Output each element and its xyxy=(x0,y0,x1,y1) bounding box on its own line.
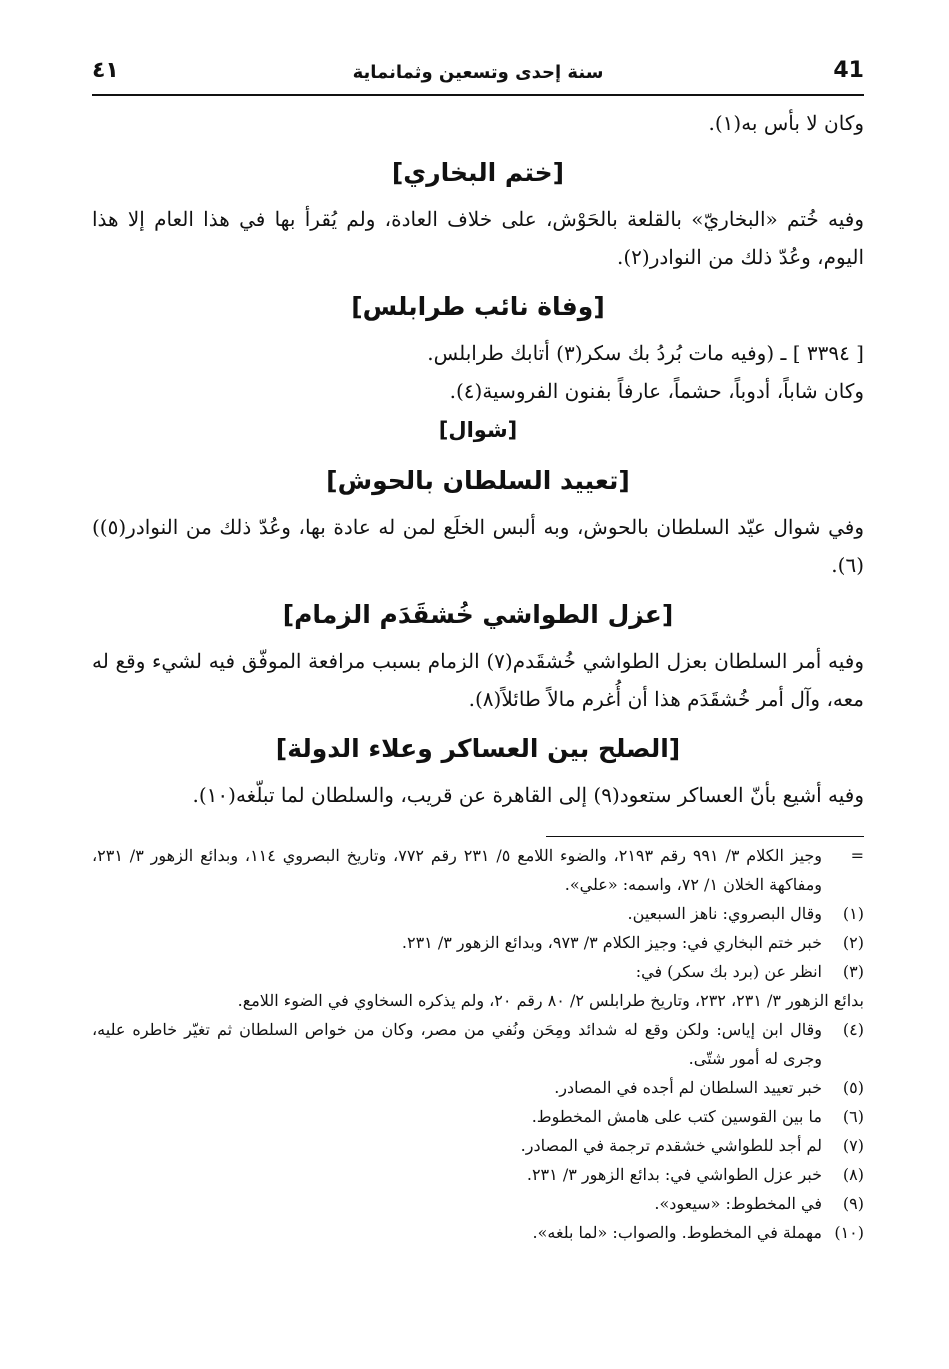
footnote-mark: (٨) xyxy=(842,1165,864,1184)
paragraph: وفيه أمر السلطان بعزل الطواشي خُشقَدم(٧) الزمام بسبب مرافعة الموفّق فيه لشيء وقع له معه، وآل أمر خُشقَدَم هذا أن أُغرم مالاً طائلاً(٨). xyxy=(92,649,864,711)
paragraph: وفي شوال عيّد السلطان بالحوش، وبه ألبس الخلَع لمن له عادة بها، وعُدّ ذلك من النوادر(٥))(٦). xyxy=(92,515,864,577)
footnote xyxy=(92,899,864,928)
footnote-text: ما بين القوسين كتب على هامش المخطوط. xyxy=(531,1107,822,1126)
footnote xyxy=(92,928,864,957)
footnote-text: انظر عن (برد بك سكر) في: xyxy=(635,962,822,981)
footnote-mark: (٢) xyxy=(842,933,864,952)
footnote-text: في المخطوط: «سيعود». xyxy=(654,1194,822,1213)
paragraph: وفيه خُتم «البخاريّ» بالقلعة بالحَوْش، على خلاف العادة، ولم يُقرأ بها في هذا العام إلا هذا اليوم، وعُدّ ذلك من النوادر(٢). xyxy=(92,207,864,269)
footnote xyxy=(92,1073,864,1102)
paragraph: وكان لا بأس به(١). xyxy=(708,111,864,135)
page-number-latin: 41 xyxy=(833,58,864,83)
footnote-text: مهملة في المخطوط. والصواب: «لما بلغه». xyxy=(532,1223,822,1242)
footnote-mark: (٧) xyxy=(842,1136,864,1155)
footnote xyxy=(92,957,864,986)
footnote-mark: (١٠) xyxy=(834,1223,864,1242)
paragraph: وفيه أشيع بأنّ العساكر ستعود(٩) إلى القاهرة عن قريب، والسلطان لما تبلّغه(١٠). xyxy=(192,783,864,807)
month-heading: [شوال] xyxy=(438,418,518,442)
footnote-mark: (٥) xyxy=(842,1078,864,1097)
footnote xyxy=(92,841,864,899)
footnote-mark: (٣) xyxy=(842,962,864,981)
footnote-text: خبر تعييد السلطان لم أجده في المصادر. xyxy=(554,1078,822,1097)
footnote-text: بدائع الزهور ٣/ ٢٣١، ٢٣٢، وتاريخ طرابلس ٢/ ٨٠ رقم ٢٠، ولم يذكره السخاوي في الضوء اللامع. xyxy=(237,991,864,1010)
running-title: سنة إحدى وتسعين وثمانماية xyxy=(352,62,604,83)
page-number-arabic: ٤١ xyxy=(92,58,119,83)
footnote-text: وجيز الكلام ٣/ ٩٩١ رقم ٢١٩٣، والضوء اللامع ٥/ ٢٣١ رقم ٧٧٢، وتاريخ البصروي ١١٤، وبدائع الزهور ٣/ ٢٣١، ومفاكهة الخلان ١/ ٧٢، واسمه: «علي». xyxy=(92,846,823,894)
section-heading: [تعييد السلطان بالحوش] xyxy=(326,466,630,495)
section-heading: [وفاة نائب طرابلس] xyxy=(351,292,605,321)
footnote-text: وقال البصروي: ناهز السبعين. xyxy=(627,904,822,923)
footnote-mark: (٦) xyxy=(842,1107,864,1126)
footnote xyxy=(92,1189,864,1218)
footnote-divider xyxy=(546,836,864,837)
footnote-continuation xyxy=(92,986,864,1015)
footnote-mark: = xyxy=(850,846,864,865)
footnote-text: خبر ختم البخاري في: وجيز الكلام ٣/ ٩٧٣، وبدائع الزهور ٣/ ٢٣١. xyxy=(401,933,822,952)
section-heading: [الصلح بين العساكر وعلاء الدولة] xyxy=(275,734,681,763)
main-text xyxy=(92,104,864,814)
footnote xyxy=(92,1160,864,1189)
footnote xyxy=(92,1218,864,1247)
footnote xyxy=(92,1131,864,1160)
section-heading: [عزل الطواشي خُشقَدَم الزمام] xyxy=(282,600,674,629)
page-header xyxy=(92,54,864,96)
footnote xyxy=(92,1015,864,1073)
section-heading: [ختم البخاري] xyxy=(391,158,565,187)
footnote-mark: (١) xyxy=(842,904,864,923)
biography-entry: [ ٣٣٩٤ ] ـ (وفيه مات بُردُ بك سكر(٣) أتابك طرابلس. xyxy=(427,341,864,365)
paragraph: وكان شاباً، أدوباً، حشماً، عارفاً بفنون الفروسية(٤). xyxy=(449,379,864,403)
footnote-text: لم أجد للطواشي خشقدم ترجمة في المصادر. xyxy=(520,1136,822,1155)
footnote xyxy=(92,1102,864,1131)
footnote-mark: (٤) xyxy=(842,1020,864,1039)
footnote-text: وقال ابن إياس: ولكن وقع له شدائد ومِحَن ونُفي من مصر، وكان من خواص السلطان ثم تغيّر خاطره عليه، وجرى له أمور شتّى. xyxy=(92,1020,822,1068)
footnote-mark: (٩) xyxy=(842,1194,864,1213)
footnotes xyxy=(92,836,864,1247)
footnote-text: خبر عزل الطواشي في: بدائع الزهور ٣/ ٢٣١. xyxy=(526,1165,822,1184)
